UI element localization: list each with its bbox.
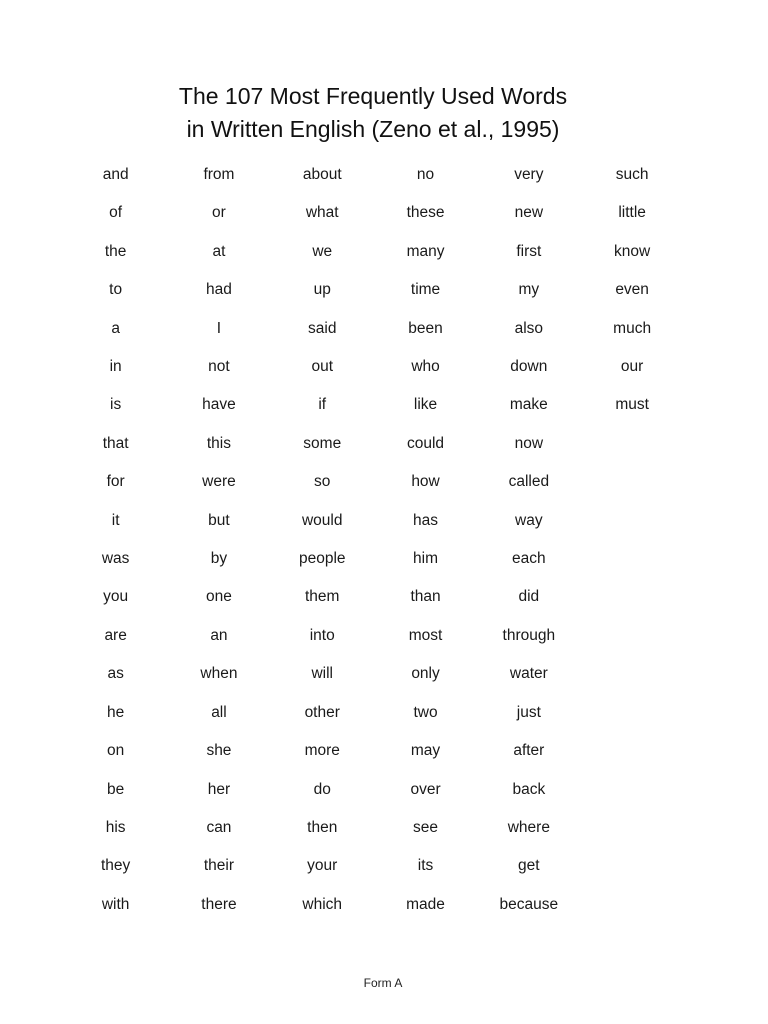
word-item: that (102, 434, 129, 452)
word-item: time (410, 281, 441, 299)
word-item: if (318, 396, 327, 414)
word-item: over (410, 780, 441, 798)
word-item: on (107, 742, 125, 760)
word-item: more (304, 742, 340, 760)
word-item: my (518, 281, 540, 299)
word-item: of (109, 204, 123, 222)
word-item: many (406, 242, 445, 260)
word-item: was (101, 550, 130, 568)
word-item: could (407, 434, 445, 452)
word-item: your (307, 857, 338, 875)
word-item: in (109, 358, 122, 376)
word-item: which (302, 895, 343, 913)
word-item: she (206, 742, 232, 760)
word-item: after (513, 742, 545, 760)
word-item: we (312, 242, 333, 260)
word-item: he (107, 703, 125, 721)
word-item: each (512, 550, 546, 568)
word-item: the (104, 242, 127, 260)
word-item: water (509, 665, 548, 683)
word-item: had (206, 281, 232, 299)
word-item: as (107, 665, 124, 683)
word-item: all (211, 703, 227, 721)
word-item: would (301, 511, 343, 529)
word-item: an (210, 626, 228, 644)
word-item: into (309, 626, 335, 644)
word-item: him (413, 550, 439, 568)
word-item: or (212, 204, 226, 222)
title-line-1: The 107 Most Frequently Used Words (178, 83, 568, 109)
word-item: most (408, 626, 443, 644)
word-item: made (406, 895, 445, 913)
word-item: I (216, 319, 222, 337)
word-item: very (514, 166, 544, 183)
word-item: has (413, 511, 439, 529)
word-item: said (308, 319, 337, 337)
word-item: for (106, 473, 125, 491)
word-item: through (502, 626, 556, 644)
word-item: first (516, 242, 542, 260)
word-item: who (411, 358, 440, 376)
word-item: what (305, 204, 339, 222)
word-item: than (410, 588, 441, 606)
word-item: are (104, 626, 127, 644)
word-item: know (614, 242, 651, 260)
word-item: out (311, 358, 334, 376)
word-column (167, 156, 270, 924)
word-item: about (302, 166, 342, 183)
word-item: see (413, 818, 439, 836)
word-item: but (208, 511, 230, 529)
word-item: people (298, 550, 346, 568)
word-item: just (516, 703, 541, 721)
form-label: Form A (363, 976, 403, 990)
word-item: our (620, 358, 644, 376)
word-item: at (212, 242, 226, 260)
word-item: now (514, 434, 544, 452)
word-item: then (307, 818, 338, 836)
word-item: and (102, 166, 129, 183)
word-item: one (206, 588, 232, 606)
word-item: it (111, 511, 120, 529)
word-item: some (303, 434, 342, 452)
word-column (477, 156, 580, 924)
word-item: its (417, 857, 434, 875)
word-item: way (515, 511, 543, 529)
word-item: these (406, 204, 445, 222)
word-item: be (107, 780, 125, 798)
word-item: because (499, 895, 559, 913)
word-item: did (518, 588, 540, 606)
word-item: get (518, 857, 540, 875)
word-item: to (109, 281, 123, 299)
word-item: such (615, 166, 649, 183)
word-item: down (510, 358, 548, 376)
word-column (374, 156, 477, 924)
word-item: their (203, 857, 235, 875)
word-item: they (100, 857, 131, 875)
word-item: a (111, 319, 120, 337)
word-item: been (408, 319, 443, 337)
word-item: how (411, 473, 440, 491)
word-item: may (410, 742, 441, 760)
word-column (64, 156, 167, 924)
word-item: up (313, 281, 331, 299)
word-item: his (105, 818, 126, 836)
title-line-2: in Written English (Zeno et al., 1995) (186, 116, 560, 142)
word-item: back (512, 780, 546, 798)
word-item: can (206, 818, 232, 836)
word-item: will (311, 665, 333, 683)
word-item: them (305, 588, 340, 606)
word-item: like (413, 396, 438, 414)
word-item: no (416, 166, 435, 183)
word-item: only (411, 665, 440, 683)
word-item: do (313, 780, 331, 798)
word-item: were (202, 473, 236, 491)
word-item: you (103, 588, 129, 606)
word-item: two (413, 703, 438, 721)
word-item: is (110, 396, 122, 414)
word-item: also (514, 319, 544, 337)
word-item: much (613, 319, 652, 337)
word-item: so (314, 473, 331, 491)
word-item: by (210, 550, 228, 568)
word-item: new (514, 204, 544, 222)
word-item: her (207, 780, 231, 798)
word-item: with (101, 895, 130, 913)
word-item: little (618, 204, 646, 222)
word-item: have (202, 396, 236, 414)
word-grid (64, 156, 684, 924)
word-item: when (200, 665, 238, 683)
word-item: make (509, 396, 548, 414)
word-item: where (507, 818, 550, 836)
word-item: this (206, 434, 231, 452)
page-title (0, 80, 746, 146)
word-column (580, 156, 683, 924)
word-item: even (615, 281, 649, 299)
word-item: must (615, 396, 649, 414)
word-column (271, 156, 374, 924)
word-item: called (508, 473, 550, 491)
word-item: there (201, 895, 237, 913)
word-item: from (203, 166, 235, 183)
word-item: not (208, 358, 230, 376)
word-item: other (304, 703, 340, 721)
